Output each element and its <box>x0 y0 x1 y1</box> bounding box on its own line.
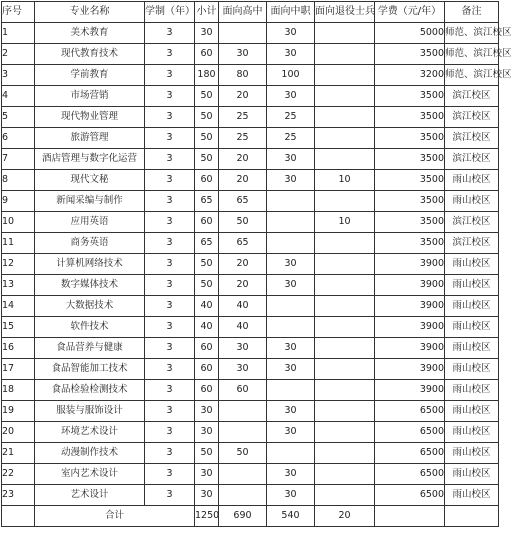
cell-seq: 15 <box>2 317 35 338</box>
cell-high-school: 20 <box>219 254 267 275</box>
cell-note: 滨江校区 <box>445 212 499 233</box>
cell-subtotal: 50 <box>195 86 219 107</box>
cell-high-school: 30 <box>219 44 267 65</box>
table-body <box>2 23 512 506</box>
cell-note: 雨山校区 <box>445 191 499 212</box>
cell-duration: 3 <box>145 443 195 464</box>
cell-duration: 3 <box>145 380 195 401</box>
cell-note: 雨山校区 <box>445 401 499 422</box>
cell-note: 雨山校区 <box>445 338 499 359</box>
cell-subtotal: 50 <box>195 443 219 464</box>
cell-seq: 9 <box>2 191 35 212</box>
cell-high-school: 30 <box>219 338 267 359</box>
cell-note: 雨山校区 <box>445 317 499 338</box>
cell-veterans <box>315 23 375 44</box>
cell-subtotal: 30 <box>195 485 219 506</box>
table-row <box>2 23 499 44</box>
cell-high-school: 20 <box>219 170 267 191</box>
cell-veterans <box>315 401 375 422</box>
cell-high-school: 50 <box>219 212 267 233</box>
cell-note: 雨山校区 <box>445 359 499 380</box>
cell-veterans <box>315 443 375 464</box>
cell-major-name: 软件技术 <box>35 317 145 338</box>
cell-vocational: 30 <box>267 338 315 359</box>
table-row <box>2 422 499 443</box>
total-tuition-cell <box>375 506 445 527</box>
cell-veterans <box>315 86 375 107</box>
cell-high-school: 20 <box>219 275 267 296</box>
header-subtotal: 小计 <box>195 2 219 23</box>
total-veterans: 20 <box>315 506 375 527</box>
cell-vocational: 30 <box>267 464 315 485</box>
cell-vocational <box>267 233 315 254</box>
cell-duration: 3 <box>145 338 195 359</box>
cell-note: 滨江校区 <box>445 128 499 149</box>
cell-vocational: 25 <box>267 128 315 149</box>
cell-high-school: 25 <box>219 107 267 128</box>
cell-major-name: 环境艺术设计 <box>35 422 145 443</box>
cell-high-school: 65 <box>219 191 267 212</box>
total-high-school: 690 <box>219 506 267 527</box>
cell-subtotal: 50 <box>195 107 219 128</box>
cell-seq: 11 <box>2 233 35 254</box>
cell-subtotal: 50 <box>195 149 219 170</box>
cell-high-school: 40 <box>219 317 267 338</box>
cell-tuition: 3900 <box>375 317 445 338</box>
cell-high-school <box>219 401 267 422</box>
cell-vocational: 30 <box>267 44 315 65</box>
cell-seq: 4 <box>2 86 35 107</box>
cell-duration: 3 <box>145 107 195 128</box>
cell-high-school: 20 <box>219 149 267 170</box>
cell-major-name: 现代教育技术 <box>35 44 145 65</box>
table-row <box>2 107 499 128</box>
cell-veterans <box>315 422 375 443</box>
cell-note: 雨山校区 <box>445 380 499 401</box>
cell-veterans: 10 <box>315 170 375 191</box>
table-row <box>2 443 499 464</box>
cell-note: 雨山校区 <box>445 422 499 443</box>
cell-vocational: 30 <box>267 359 315 380</box>
cell-seq: 6 <box>2 128 35 149</box>
cell-major-name: 动漫制作技术 <box>35 443 145 464</box>
header-note: 备注 <box>445 2 499 23</box>
cell-major-name: 新闻采编与制作 <box>35 191 145 212</box>
cell-tuition: 3900 <box>375 359 445 380</box>
cell-seq: 13 <box>2 275 35 296</box>
cell-note: 滨江校区 <box>445 107 499 128</box>
cell-high-school: 80 <box>219 65 267 86</box>
cell-subtotal: 50 <box>195 275 219 296</box>
table-row <box>2 212 499 233</box>
cell-tuition: 3500 <box>375 107 445 128</box>
cell-vocational: 30 <box>267 422 315 443</box>
total-note-cell <box>445 506 499 527</box>
cell-subtotal: 60 <box>195 212 219 233</box>
cell-duration: 3 <box>145 296 195 317</box>
cell-major-name: 应用英语 <box>35 212 145 233</box>
cell-tuition: 3500 <box>375 233 445 254</box>
cell-duration: 3 <box>145 275 195 296</box>
cell-tuition: 3500 <box>375 212 445 233</box>
cell-subtotal: 30 <box>195 464 219 485</box>
cell-major-name: 数字媒体技术 <box>35 275 145 296</box>
cell-vocational <box>267 191 315 212</box>
cell-seq: 1 <box>2 23 35 44</box>
cell-vocational <box>267 380 315 401</box>
cell-note: 雨山校区 <box>445 275 499 296</box>
cell-seq: 16 <box>2 338 35 359</box>
cell-vocational: 25 <box>267 107 315 128</box>
cell-vocational: 30 <box>267 401 315 422</box>
table-row <box>2 275 499 296</box>
cell-seq: 20 <box>2 422 35 443</box>
cell-subtotal: 65 <box>195 233 219 254</box>
cell-duration: 3 <box>145 23 195 44</box>
header-high-school: 面向高中 <box>219 2 267 23</box>
cell-major-name: 现代文秘 <box>35 170 145 191</box>
cell-tuition: 6500 <box>375 401 445 422</box>
cell-tuition: 6500 <box>375 464 445 485</box>
cell-veterans <box>315 191 375 212</box>
cell-high-school <box>219 485 267 506</box>
cell-note: 雨山校区 <box>445 170 499 191</box>
cell-vocational <box>267 443 315 464</box>
cell-seq: 19 <box>2 401 35 422</box>
cell-vocational: 30 <box>267 23 315 44</box>
cell-subtotal: 50 <box>195 254 219 275</box>
cell-vocational: 30 <box>267 86 315 107</box>
cell-vocational <box>267 296 315 317</box>
cell-major-name: 服装与服饰设计 <box>35 401 145 422</box>
cell-duration: 3 <box>145 359 195 380</box>
cell-tuition: 3500 <box>375 170 445 191</box>
cell-veterans <box>315 275 375 296</box>
cell-vocational: 30 <box>267 170 315 191</box>
cell-subtotal: 40 <box>195 317 219 338</box>
table-row <box>2 44 499 65</box>
cell-major-name: 商务英语 <box>35 233 145 254</box>
cell-seq: 23 <box>2 485 35 506</box>
cell-seq: 2 <box>2 44 35 65</box>
cell-tuition: 6500 <box>375 485 445 506</box>
cell-high-school: 50 <box>219 443 267 464</box>
cell-note: 师范、滨江校区 <box>445 44 499 65</box>
cell-duration: 3 <box>145 233 195 254</box>
table-row <box>2 317 499 338</box>
cell-duration: 3 <box>145 191 195 212</box>
cell-tuition: 3900 <box>375 380 445 401</box>
cell-duration: 3 <box>145 128 195 149</box>
header-vocational: 面向中职 <box>267 2 315 23</box>
table-row <box>2 464 499 485</box>
cell-duration: 3 <box>145 212 195 233</box>
cell-seq: 10 <box>2 212 35 233</box>
cell-veterans: 10 <box>315 212 375 233</box>
cell-note: 滨江校区 <box>445 149 499 170</box>
cell-duration: 3 <box>145 401 195 422</box>
cell-veterans <box>315 128 375 149</box>
table-row <box>2 296 499 317</box>
header-tuition: 学费（元/年） <box>375 2 445 23</box>
cell-seq: 5 <box>2 107 35 128</box>
cell-seq: 17 <box>2 359 35 380</box>
cell-veterans <box>315 359 375 380</box>
cell-major-name: 酒店管理与数字化运营 <box>35 149 145 170</box>
cell-vocational <box>267 317 315 338</box>
cell-note: 师范、滨江校区 <box>445 23 499 44</box>
total-vocational: 540 <box>267 506 315 527</box>
table-row <box>2 86 499 107</box>
cell-duration: 3 <box>145 44 195 65</box>
header-veterans: 面向退役士兵 <box>315 2 375 23</box>
cell-major-name: 学前教育 <box>35 65 145 86</box>
cell-note: 雨山校区 <box>445 485 499 506</box>
cell-high-school: 65 <box>219 233 267 254</box>
cell-duration: 3 <box>145 317 195 338</box>
cell-note: 滨江校区 <box>445 233 499 254</box>
cell-major-name: 食品智能加工技术 <box>35 359 145 380</box>
cell-high-school: 20 <box>219 86 267 107</box>
table-row <box>2 254 499 275</box>
cell-seq: 12 <box>2 254 35 275</box>
table-row <box>2 359 499 380</box>
cell-note: 师范、滨江校区 <box>445 65 499 86</box>
enrollment-plan-table <box>1 1 512 527</box>
cell-high-school <box>219 422 267 443</box>
cell-major-name: 艺术设计 <box>35 485 145 506</box>
cell-high-school: 25 <box>219 128 267 149</box>
cell-tuition: 3500 <box>375 44 445 65</box>
cell-veterans <box>315 107 375 128</box>
cell-vocational: 30 <box>267 254 315 275</box>
cell-veterans <box>315 485 375 506</box>
header-seq: 序号 <box>2 2 35 23</box>
header-duration: 学制（年） <box>145 2 195 23</box>
cell-subtotal: 30 <box>195 23 219 44</box>
cell-veterans <box>315 338 375 359</box>
total-row <box>2 506 499 527</box>
table-row <box>2 65 499 86</box>
cell-major-name: 大数据技术 <box>35 296 145 317</box>
cell-subtotal: 60 <box>195 359 219 380</box>
cell-tuition: 3500 <box>375 128 445 149</box>
cell-duration: 3 <box>145 422 195 443</box>
table-row <box>2 380 499 401</box>
table-row <box>2 401 499 422</box>
cell-veterans <box>315 296 375 317</box>
cell-note: 雨山校区 <box>445 443 499 464</box>
cell-seq: 21 <box>2 443 35 464</box>
cell-tuition: 3500 <box>375 86 445 107</box>
cell-duration: 3 <box>145 170 195 191</box>
cell-veterans <box>315 233 375 254</box>
cell-vocational: 100 <box>267 65 315 86</box>
cell-seq: 3 <box>2 65 35 86</box>
cell-veterans <box>315 149 375 170</box>
table-row <box>2 338 499 359</box>
table-header-row <box>2 2 499 23</box>
cell-veterans <box>315 317 375 338</box>
cell-duration: 3 <box>145 254 195 275</box>
cell-major-name: 食品营养与健康 <box>35 338 145 359</box>
cell-note: 滨江校区 <box>445 86 499 107</box>
table-row <box>2 170 499 191</box>
cell-seq: 8 <box>2 170 35 191</box>
cell-tuition: 3900 <box>375 296 445 317</box>
table-row <box>2 485 499 506</box>
cell-major-name: 现代物业管理 <box>35 107 145 128</box>
cell-seq: 7 <box>2 149 35 170</box>
cell-vocational: 30 <box>267 485 315 506</box>
cell-high-school <box>219 464 267 485</box>
cell-high-school: 60 <box>219 380 267 401</box>
cell-major-name: 室内艺术设计 <box>35 464 145 485</box>
cell-note: 雨山校区 <box>445 464 499 485</box>
cell-note: 雨山校区 <box>445 296 499 317</box>
cell-major-name: 旅游管理 <box>35 128 145 149</box>
cell-duration: 3 <box>145 86 195 107</box>
cell-vocational: 30 <box>267 275 315 296</box>
cell-major-name: 市场营销 <box>35 86 145 107</box>
cell-vocational: 30 <box>267 149 315 170</box>
cell-subtotal: 60 <box>195 44 219 65</box>
cell-tuition: 3900 <box>375 275 445 296</box>
total-seq-cell <box>2 506 35 527</box>
cell-duration: 3 <box>145 485 195 506</box>
cell-tuition: 3500 <box>375 149 445 170</box>
cell-subtotal: 60 <box>195 338 219 359</box>
total-label: 合计 <box>35 506 195 527</box>
table-row <box>2 191 499 212</box>
cell-major-name: 食品检验检测技术 <box>35 380 145 401</box>
cell-veterans <box>315 254 375 275</box>
total-subtotal: 1250 <box>195 506 219 527</box>
cell-high-school: 30 <box>219 359 267 380</box>
cell-major-name: 美术教育 <box>35 23 145 44</box>
cell-high-school <box>219 23 267 44</box>
cell-tuition: 3900 <box>375 338 445 359</box>
cell-duration: 3 <box>145 464 195 485</box>
cell-tuition: 6500 <box>375 443 445 464</box>
cell-veterans <box>315 464 375 485</box>
cell-tuition: 3900 <box>375 254 445 275</box>
cell-seq: 14 <box>2 296 35 317</box>
cell-tuition: 5000 <box>375 23 445 44</box>
cell-subtotal: 30 <box>195 422 219 443</box>
cell-veterans <box>315 44 375 65</box>
cell-duration: 3 <box>145 149 195 170</box>
cell-seq: 18 <box>2 380 35 401</box>
cell-subtotal: 180 <box>195 65 219 86</box>
cell-high-school: 40 <box>219 296 267 317</box>
cell-tuition: 3500 <box>375 191 445 212</box>
cell-tuition: 3200 <box>375 65 445 86</box>
cell-subtotal: 50 <box>195 128 219 149</box>
cell-subtotal: 60 <box>195 170 219 191</box>
cell-veterans <box>315 380 375 401</box>
table-row <box>2 128 499 149</box>
cell-subtotal: 65 <box>195 191 219 212</box>
cell-note: 雨山校区 <box>445 254 499 275</box>
cell-duration: 3 <box>145 65 195 86</box>
cell-seq: 22 <box>2 464 35 485</box>
cell-veterans <box>315 65 375 86</box>
cell-tuition: 6500 <box>375 422 445 443</box>
table-row <box>2 233 499 254</box>
cell-subtotal: 60 <box>195 380 219 401</box>
cell-subtotal: 40 <box>195 296 219 317</box>
cell-major-name: 计算机网络技术 <box>35 254 145 275</box>
table-row <box>2 149 499 170</box>
header-major-name: 专业名称 <box>35 2 145 23</box>
cell-vocational <box>267 212 315 233</box>
cell-subtotal: 30 <box>195 401 219 422</box>
